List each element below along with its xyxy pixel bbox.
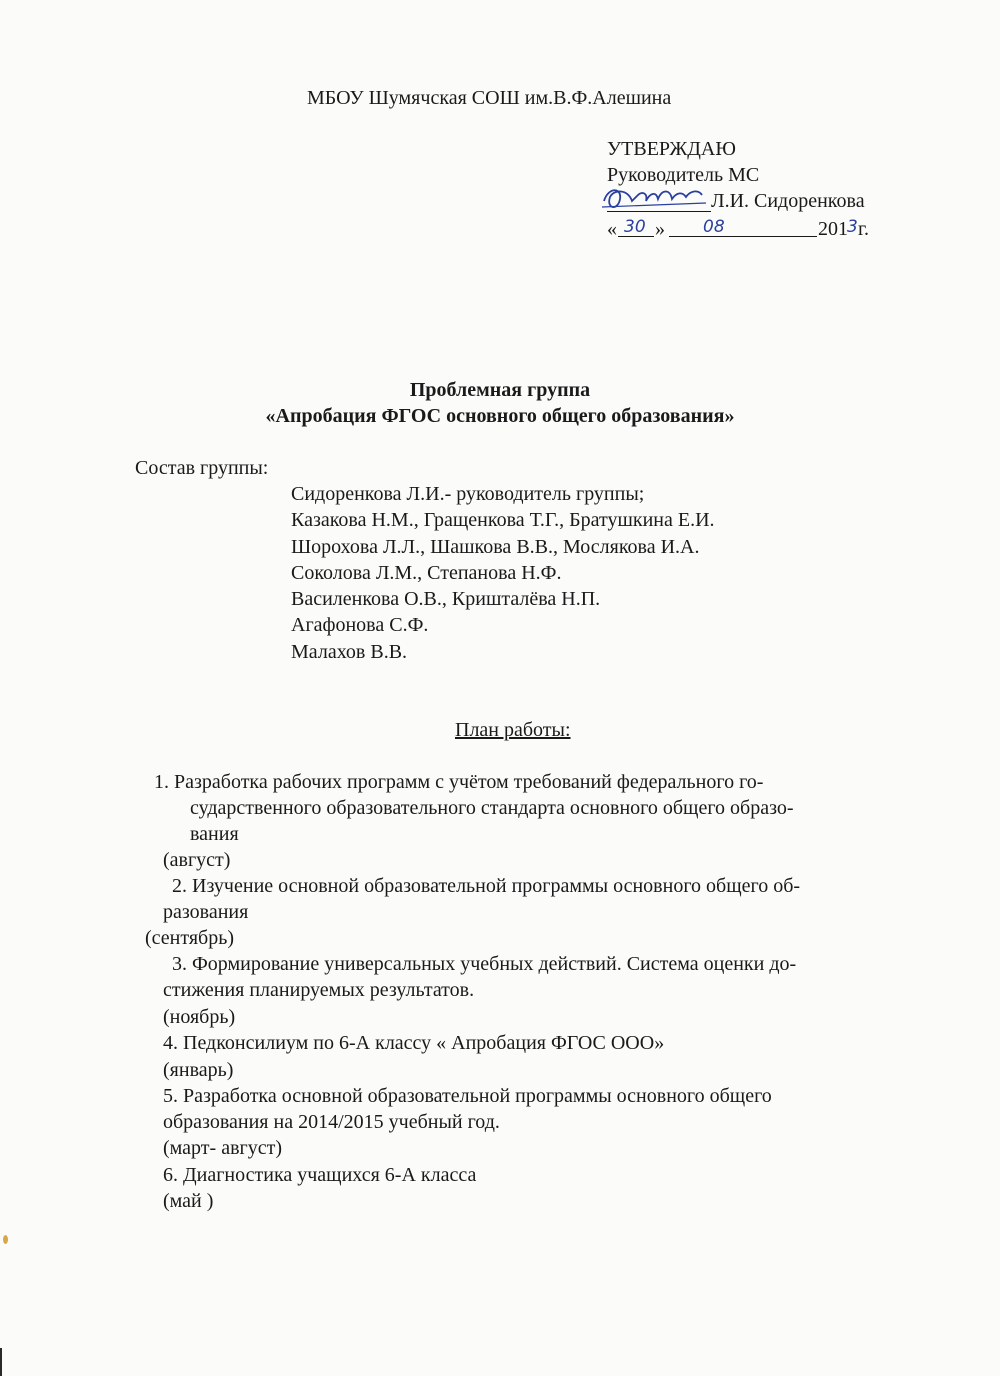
school-name: МБОУ Шумячская СОШ им.В.Ф.Алешина — [307, 87, 672, 109]
composition-label: Состав группы: — [135, 457, 269, 479]
date-day: 30 — [624, 217, 646, 237]
plan-item-2-period: (сентябрь) — [145, 927, 234, 949]
plan-item-5-line-1: 5. Разработка основной образовательной программы основного общего — [163, 1085, 772, 1107]
approval-signer: Л.И. Сидоренкова — [711, 190, 865, 212]
plan-item-5-line-2: образования на 2014/2015 учебный год. — [163, 1111, 500, 1133]
approval-heading: УТВЕРЖДАЮ — [607, 138, 736, 160]
date-month: 08 — [703, 217, 725, 237]
plan-item-1-line-3: вания — [190, 823, 239, 845]
scan-speck — [3, 1235, 8, 1244]
plan-item-6-period: (май ) — [163, 1190, 214, 1212]
scan-edge-mark — [0, 1348, 2, 1376]
signature-line — [607, 191, 711, 212]
plan-item-3-line-2: стижения планируемых результатов. — [163, 979, 475, 1001]
plan-item-1-period: (август) — [163, 849, 231, 871]
title-line-1: Проблемная группа — [409, 379, 591, 401]
plan-item-4-period: (январь) — [163, 1059, 234, 1081]
plan-item-3-line-1: 3. Формирование универсальных учебных действий. Система оценки до- — [172, 953, 797, 975]
member-line: Сидоренкова Л.И.- руководитель группы; — [291, 483, 645, 505]
date-open-quote: « — [607, 218, 617, 240]
member-line: Шорохова Л.Л., Шашкова В.В., Мослякова И.А. — [291, 536, 700, 558]
plan-heading: План работы: — [455, 719, 571, 741]
plan-item-5-period: (март- август) — [163, 1137, 282, 1159]
approval-position: Руководитель МС — [607, 164, 760, 186]
date-year-prefix: 201 — [818, 218, 848, 240]
title-line-2: «Апробация ФГОС основного общего образования» — [265, 405, 735, 427]
date-year-suffix: г. — [858, 218, 869, 240]
plan-item-2-line-1: 2. Изучение основной образовательной программы основного общего об- — [172, 875, 801, 897]
member-line: Казакова Н.М., Гращенкова Т.Г., Братушкина Е.И. — [291, 509, 715, 531]
date-close-quote: » — [655, 218, 665, 240]
date-year-digit: 3 — [847, 217, 858, 237]
plan-item-1-line-1: 1. Разработка рабочих программ с учётом требований федерального го- — [154, 771, 764, 793]
member-line: Соколова Л.М., Степанова Н.Ф. — [291, 562, 562, 584]
member-line: Малахов В.В. — [291, 641, 408, 663]
member-line: Василенкова О.В., Кришталёва Н.П. — [291, 588, 601, 610]
plan-item-4-line-1: 4. Педконсилиум по 6-А классу « Апробация ФГОС ООО» — [163, 1032, 665, 1054]
member-line: Агафонова С.Ф. — [291, 614, 429, 636]
plan-item-3-period: (ноябрь) — [163, 1006, 236, 1028]
plan-item-6-line-1: 6. Диагностика учащихся 6-А класса — [163, 1164, 477, 1186]
plan-item-1-line-2: сударственного образовательного стандарта основного общего образо- — [190, 797, 794, 819]
plan-item-2-line-2: разования — [163, 901, 249, 923]
month-underline — [669, 236, 817, 237]
